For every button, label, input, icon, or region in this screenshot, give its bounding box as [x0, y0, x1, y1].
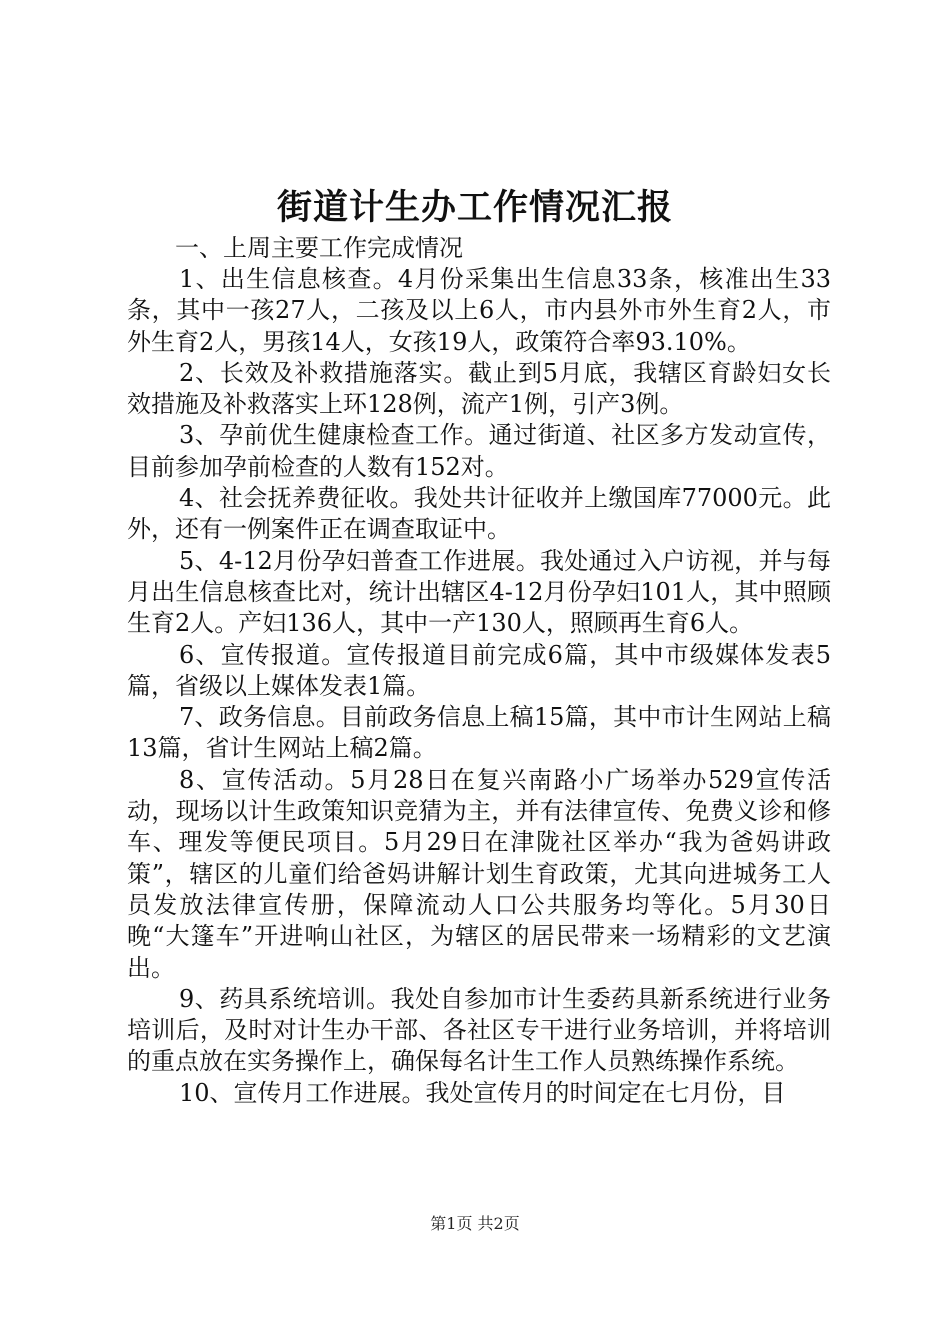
page-footer: 第1页 共2页: [430, 1214, 520, 1233]
paragraph-6: 6、宣传报道。宣传报道目前完成6篇，其中市级媒体发表5篇，省级以上媒体发表1篇。: [127, 640, 831, 700]
document-title: 街道计生办工作情况汇报: [276, 187, 673, 228]
paragraph-10: 10、宣传月工作进展。我处宣传月的时间定在七月份，目: [179, 1078, 786, 1107]
section-heading: 一、上周主要工作完成情况: [175, 234, 463, 262]
paragraph-5: 5、4-12月份孕妇普查工作进展。我处通过入户访视，并与每月出生信息核查比对，统计出辖区4-12月份孕妇101人，其中照顾生育2人。产妇136人，其中一产130人，照顾再生育6人。: [127, 546, 831, 638]
paragraph-4: 4、社会抚养费征收。我处共计征收并上缴国库77000元。此外，还有一例案件正在调查取证中。: [127, 484, 831, 544]
paragraph-3: 3、孕前优生健康检查工作。通过街道、社区多方发动宣传，目前参加孕前检查的人数有152对。: [127, 421, 831, 481]
paragraph-2: 2、长效及补救措施落实。截止到5月底，我辖区育龄妇女长效措施及补救落实上环128例，流产1例，引产3例。: [127, 358, 831, 419]
paragraph-9: 9、药具系统培训。我处自参加市计生委药具新系统进行业务培训后，及时对计生办干部、各社区专干进行业务培训，并将培训的重点放在实务操作上，确保每名计生工作人员熟练操作系统。: [127, 984, 831, 1076]
paragraph-1: 1、出生信息核查。4月份采集出生信息33条，核准出生33条，其中一孩27人，二孩及以上6人，市内县外市外生育2人，市外生育2人，男孩14人，女孩19人，政策符合率93.10%。: [127, 265, 831, 356]
paragraph-8: 8、宣传活动。5月28日在复兴南路小广场举办529宣传活动，现场以计生政策知识竞猜为主，并有法律宣传、免费义诊和修车、理发等便民项目。5月29日在津陇社区举办“我为爸妈讲政策”，辖区的儿童们给爸妈讲解计划生育政策，尤其向进城务工人员发放法律宣传册，保障流动人口公共服务均等化。5月30日晚“大篷车”开进响山社区，为辖区的居民带来一场精彩的文艺演出。: [127, 765, 831, 982]
paragraph-7: 7、政务信息。目前政务信息上稿15篇，其中市计生网站上稿13篇，省计生网站上稿2篇。: [127, 703, 831, 763]
document-body: [127, 232, 831, 1109]
